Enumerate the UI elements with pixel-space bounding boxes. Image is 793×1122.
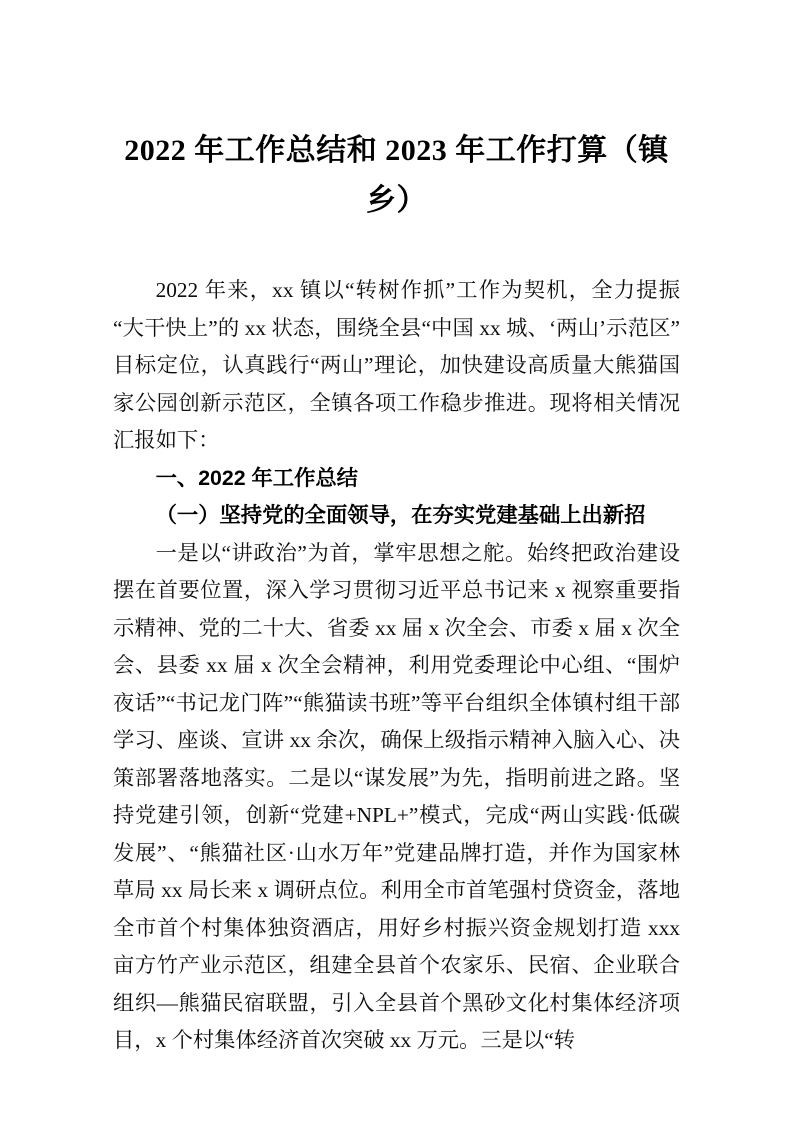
page-title: 2022 年工作总结和 2023 年工作打算（镇乡） bbox=[124, 134, 669, 217]
section-heading-2022-summary: 一、2022 年工作总结 bbox=[155, 465, 358, 490]
intro-paragraph: 2022 年来，xx 镇以“转树作抓”工作为契机，全力提振“大干快上”的 xx 状态，围绕全县“中国 xx 城、‘两山’示范区”目标定位，认真践行“两山”理论，加快建设高质量大熊猫国家公园创新示范区，全镇各项工作稳步推进。现将相关情况汇报如下： bbox=[113, 278, 680, 452]
subsection-heading-party-leadership: （一）坚持党的全面领导，在夯实党建基础上出新招 bbox=[155, 503, 646, 527]
body-paragraph: 一是以“讲政治”为首，掌牢思想之舵。始终把政治建设摆在首要位置，深入学习贯彻习近平总书记来 x 视察重要指示精神、党的二十大、省委 xx 届 x 次全会、市委 x 届 x 次全会、县委 xx 届 x 次全会精神，利用党委理论中心组、“围炉夜话”“书记龙门阵”“熊猫读书班”等平台组织全体镇村组干部学习、座谈、宣讲 xx 余次，确保上级指示精神入脑入心、决策部署落地落实。二是以“谋发展”为先，指明前进之路。坚持党建引领，创新“党建+NPL+”模式，完成“两山实践·低碳发展”、“熊猫社区·山水万年”党建品牌打造，并作为国家林草局 xx 局长来 x 调研点位。利用全市首笔强村贷资金，落地全市首个村集体独资酒店，用好乡村振兴资金规划打造 xxx 亩方竹产业示范区，组建全县首个农家乐、民宿、企业联合组织—熊猫民宿联盟，引入全县首个黑砂文化村集体经济项目，x 个村集体经济首次突破 xx 万元。三是以“转 bbox=[113, 540, 680, 1052]
document-content bbox=[113, 126, 680, 1060]
